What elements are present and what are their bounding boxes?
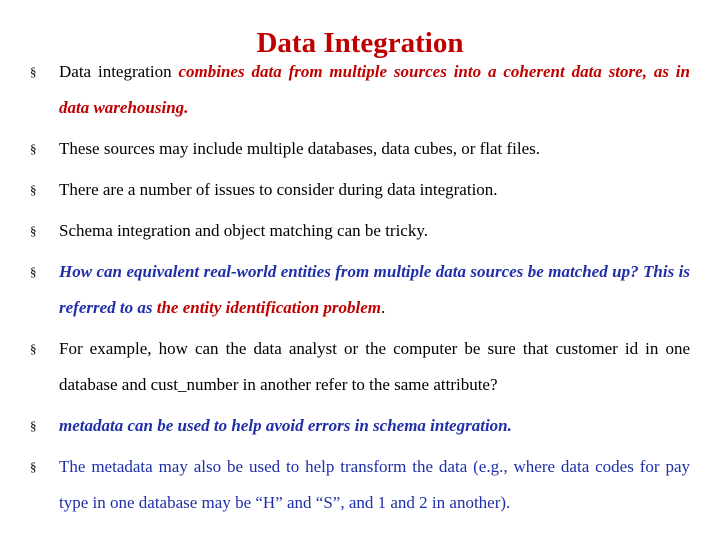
bullet-question-text: How can equivalent real-world entities from multiple data sources be matched up? This is referred to as — [59, 262, 690, 317]
bullet-marker-icon: § — [30, 223, 37, 238]
bullet-item-entity-problem — [30, 254, 690, 326]
slide-title: Data Integration — [256, 27, 464, 60]
bullet-marker-icon: § — [30, 141, 37, 156]
bullet-list — [30, 54, 690, 526]
bullet-marker-icon: § — [30, 182, 37, 197]
bullet-item-issues — [30, 172, 690, 208]
bullet-transform-text: The metadata may also be used to help transform the data (e.g., where data codes for pay type in one database may be “H” and “S”, and 1 and 2 in another). — [59, 457, 690, 512]
bullet-lead-text: Data integration — [59, 62, 179, 81]
bullet-item-schema — [30, 213, 690, 249]
bullet-text: These sources may include multiple databases, data cubes, or flat files. — [59, 139, 541, 158]
bullet-marker-icon: § — [30, 418, 37, 433]
bullet-item-metadata — [30, 408, 690, 444]
bullet-marker-icon: § — [30, 341, 37, 356]
bullet-marker-icon: § — [30, 459, 37, 474]
bullet-end-punctuation: . — [381, 298, 386, 317]
bullet-marker-icon: § — [30, 264, 37, 279]
bullet-emphasis-text: combines data from multiple sources into a coherent data store, as in data warehousing. — [59, 62, 690, 117]
bullet-text: For example, how can the data analyst or the computer be sure that customer id in one database and cust_number in another refer to the same attribute? — [59, 339, 690, 394]
bullet-metadata-text: metadata can be used to help avoid errors in schema integration. — [59, 416, 512, 435]
bullet-item-transform — [30, 449, 690, 521]
bullet-text: Schema integration and object matching can be tricky. — [59, 221, 428, 240]
bullet-item-example — [30, 331, 690, 403]
bullet-item-sources — [30, 131, 690, 167]
bullet-item-definition — [30, 54, 690, 126]
bullet-marker-icon: § — [30, 64, 37, 79]
bullet-text: There are a number of issues to consider during data integration. — [59, 180, 498, 199]
entity-identification-problem-text: the entity identification problem — [156, 298, 382, 317]
